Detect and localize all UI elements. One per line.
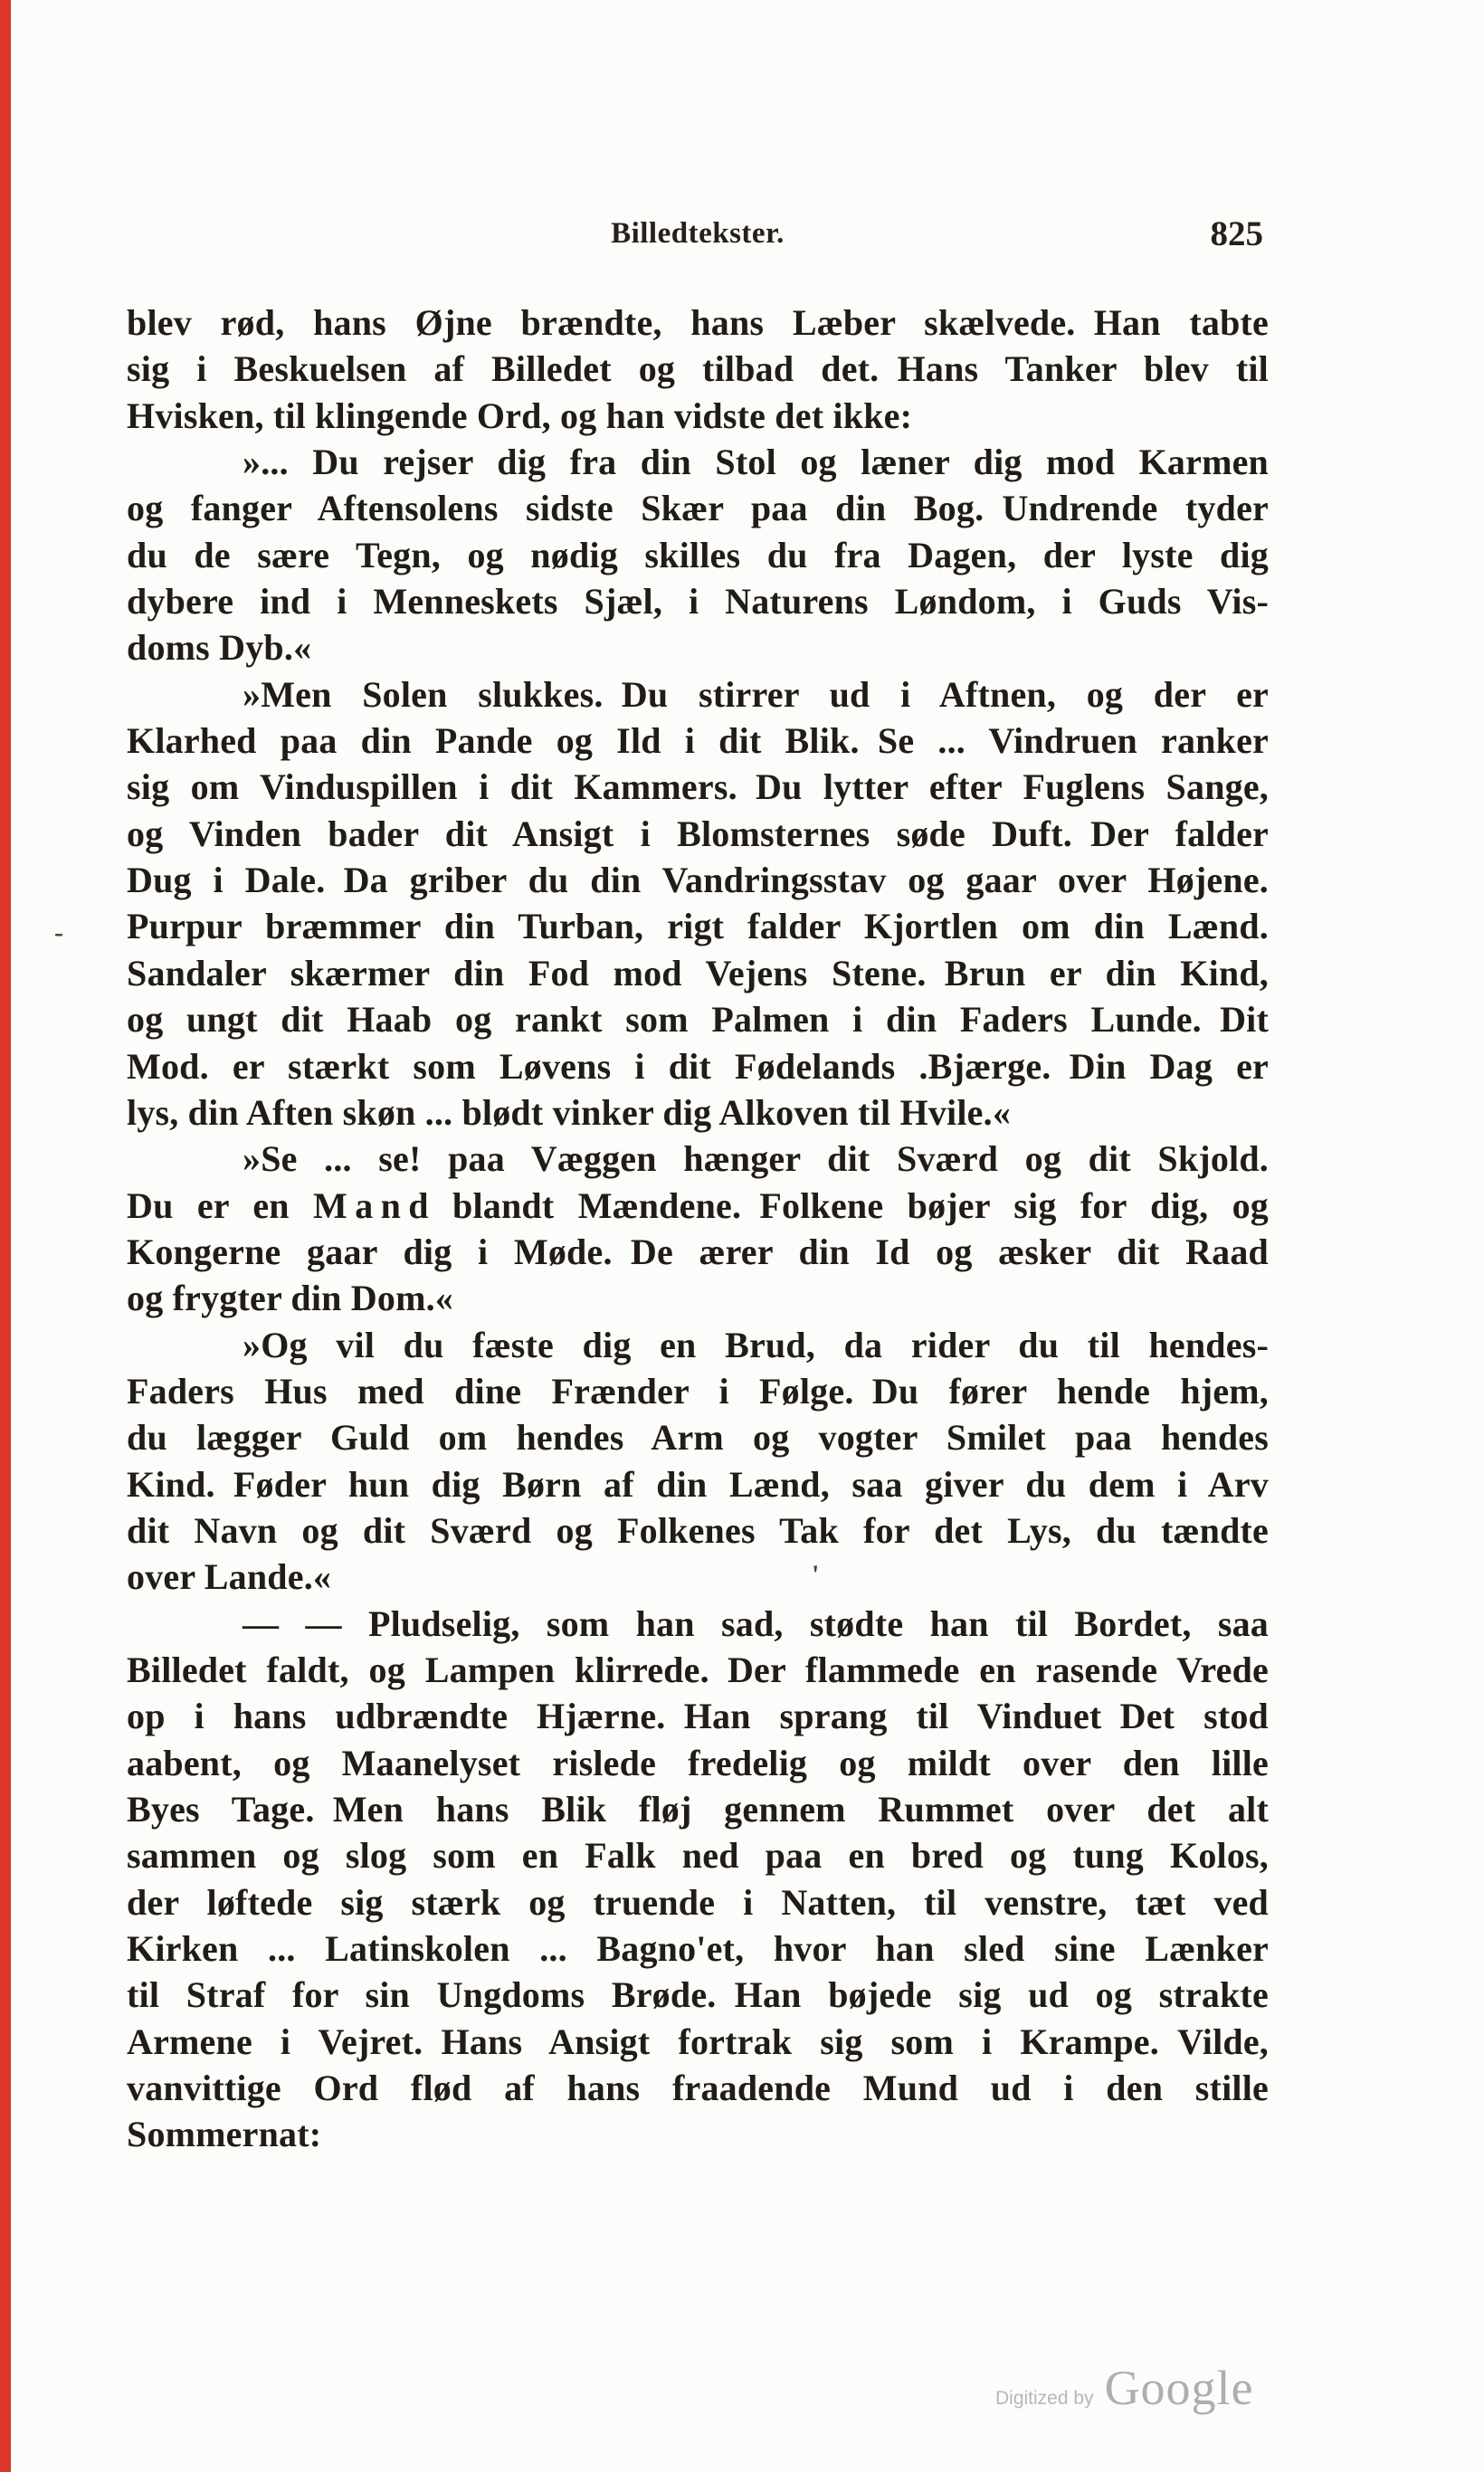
text-line: over Lande.« [127, 1556, 332, 1598]
text-line: op i hans udbrændte Hjærne. Han sprang til Vinduet Det stod [127, 1696, 1269, 1737]
text-line: Kirken ... Latinskolen ... Bagno'et, hvor han sled sine Lænker [127, 1928, 1269, 1970]
text-line: Sandaler skærmer din Fod mod Vejens Stene. Brun er din Kind, [127, 952, 1269, 994]
text-line: — — Pludselig, som han sad, stødte han til Bordet, saa [243, 1602, 1269, 1644]
text-line: Klarhed paa din Pande og Ild i dit Blik. Se ... Vindruen ranker [127, 720, 1269, 762]
watermark [995, 2360, 1254, 2416]
text-line: Kongerne gaar dig i Møde. De ærer din Id og æsker dit Raad [127, 1231, 1269, 1272]
google-logo: Google [1104, 2361, 1254, 2415]
text-line: og Vinden bader dit Ansigt i Blomsternes søde Duft. Der falder [127, 813, 1269, 854]
text-line: »Se ... se! paa Væggen hænger dit Sværd og dit Skjold. [243, 1138, 1269, 1180]
text-line: Faders Hus med dine Frænder i Følge. Du fører hende hjem, [127, 1370, 1269, 1412]
text-line: aabent, og Maanelyset rislede fredelig og mildt over den lille [127, 1742, 1269, 1783]
text-line: Purpur bræmmer din Turban, rigt falder Kjortlen om din Lænd. [127, 906, 1269, 947]
scan-artifact: - [54, 917, 63, 947]
text-line: du de sære Tegn, og nødig skilles du fra Dagen, der lyste dig [127, 534, 1269, 575]
text-line: blev rød, hans Øjne brændte, hans Læber skælvede. Han tabte [127, 302, 1269, 343]
text-line: Billedet faldt, og Lampen klirrede. Der flammede en rasende Vrede [127, 1649, 1269, 1690]
watermark-text: Digitized by [995, 2388, 1094, 2409]
text-line: dit Navn og dit Sværd og Folkenes Tak for det Lys, du tændte [127, 1509, 1269, 1551]
text-line: Du er en M a n d blandt Mændene. Folkene bøjer sig for dig, og [127, 1184, 1269, 1226]
text-line: sig i Beskuelsen af Billedet og tilbad det. Hans Tanker blev til [127, 348, 1269, 390]
running-title: Billedtekster. [611, 217, 785, 250]
text-line: der løftede sig stærk og truende i Natten, til venstre, tæt ved [127, 1881, 1269, 1923]
text-line: doms Dyb.« [127, 627, 312, 669]
page-number: 825 [1210, 214, 1263, 253]
text-line: Hvisken, til klingende Ord, og han vidste det ikke: [127, 395, 913, 436]
text-line: og fanger Aftensolens sidste Skær paa din Bog. Undrende tyder [127, 488, 1269, 529]
text-line: du lægger Guld om hendes Arm og vogter Smilet paa hendes [127, 1417, 1269, 1459]
text-line: Armene i Vejret. Hans Ansigt fortrak sig som i Krampe. Vilde, [127, 2020, 1269, 2062]
text-line: Dug i Dale. Da griber du din Vandringsstav og gaar over Højene. [127, 860, 1269, 901]
text-line: lys, din Aften skøn ... blødt vinker dig Alkoven til Hvile.« [127, 1091, 1012, 1133]
text-line: Byes Tage. Men hans Blik fløj gennem Rummet over det alt [127, 1789, 1269, 1830]
text-line: sig om Vinduspillen i dit Kammers. Du lytter efter Fuglens Sange, [127, 766, 1269, 808]
scan-artifact: ' [812, 1560, 820, 1590]
text-line: sammen og slog som en Falk ned paa en bred og tung Kolos, [127, 1835, 1269, 1877]
text-line: Mod. er stærkt som Løvens i dit Fødelands .Bjærge. Din Dag er [127, 1045, 1269, 1087]
scan-edge-stripe [0, 0, 11, 2472]
text-line: »... Du rejser dig fra din Stol og læner dig mod Karmen [243, 442, 1269, 483]
text-line: »Og vil du fæste dig en Brud, da rider du til hendes- [243, 1324, 1269, 1365]
text-line: Sommernat: [127, 2114, 322, 2155]
page-text [127, 299, 1269, 2158]
text-line: til Straf for sin Ungdoms Brøde. Han bøjede sig ud og strakte [127, 1974, 1269, 2016]
text-line: vanvittige Ord flød af hans fraadende Mund ud i den stille [127, 2068, 1269, 2109]
page-header [127, 214, 1269, 257]
text-line: og frygter din Dom.« [127, 1278, 453, 1319]
text-line: dybere ind i Menneskets Sjæl, i Naturens Løndom, i Guds Vis- [127, 581, 1269, 623]
text-line: og ungt dit Haab og rankt som Palmen i din Faders Lunde. Dit [127, 999, 1269, 1041]
text-line: Kind. Føder hun dig Børn af din Lænd, saa giver du dem i Arv [127, 1463, 1269, 1505]
text-line: »Men Solen slukkes. Du stirrer ud i Aftnen, og der er [243, 673, 1269, 715]
